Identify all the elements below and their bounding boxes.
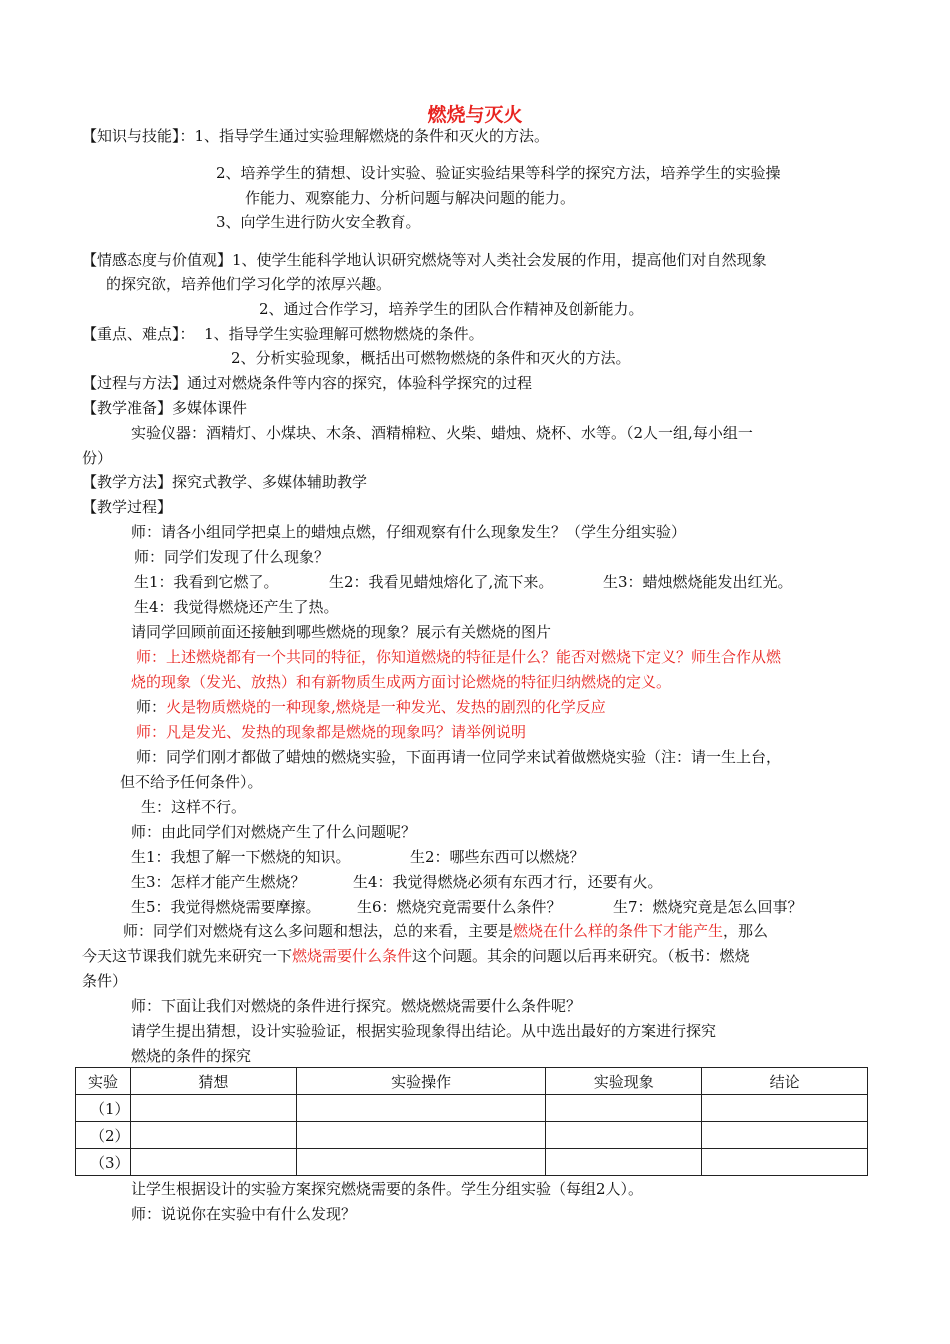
dialogue-line-emphasis: 烧的现象（发光、放热）和有新物质生成两方面讨论燃烧的特征归纳燃烧的定义。 (131, 673, 672, 691)
table-cell (702, 1095, 868, 1122)
prep-label: 【教学准备】 (82, 399, 173, 417)
key-point-1: 1、指导学生实验理解可燃物燃烧的条件。 (204, 325, 484, 343)
table-row (76, 1149, 868, 1176)
dialogue-line (82, 946, 750, 966)
table-header-cell: 实验 (76, 1068, 131, 1095)
table-row (76, 1122, 868, 1149)
table-cell (296, 1122, 546, 1149)
dialogue-line: 但不给予任何条件）。 (120, 773, 263, 791)
dialogue-line: 请同学回顾前面还接触到哪些燃烧的现象？展示有关燃烧的图片 (131, 623, 552, 641)
dialogue-line: 请学生提出猜想，设计实验验证，根据实验现象得出结论。从中选出最好的方案进行探究 (131, 1022, 717, 1040)
dialogue-line: 生5：我觉得燃烧需要摩擦。 (131, 898, 321, 916)
method-section (82, 472, 367, 492)
dialogue-line: 条件） (82, 972, 128, 990)
dialogue-line: 师：同学们发现了什么现象？ (134, 548, 330, 566)
after-line: 师：说说你在实验中有什么发现？ (131, 1205, 357, 1223)
dialogue-line (136, 697, 606, 717)
method-label: 【教学方法】 (82, 473, 173, 491)
table-cell (130, 1095, 296, 1122)
equipment-line: 实验仪器：酒精灯、小煤块、木条、酒精棉粒、火柴、蜡烛、烧杯、水等。（2人一组,每小组一 (131, 424, 753, 442)
dialogue-line: 生7：燃烧究竟是怎么回事？ (613, 898, 803, 916)
experiment-table (75, 1067, 868, 1176)
dialogue-line: 生1：我想了解一下燃烧的知识。 (131, 848, 351, 866)
equipment-line-cont: 份） (82, 449, 113, 467)
dialogue-text: ，那么 (723, 922, 769, 940)
table-cell: （3） (76, 1149, 131, 1176)
table-cell (702, 1122, 868, 1149)
dialogue-line-emphasis: 师：上述燃烧都有一个共同的特征，你知道燃烧的特征是什么？能否对燃烧下定义？师生合作从燃 (136, 648, 782, 666)
process-text: 通过对燃烧条件等内容的探究，体验科学探究的过程 (187, 374, 533, 392)
emotion-section (82, 250, 767, 270)
dialogue-line: 生4：我觉得燃烧还产生了热。 (134, 598, 339, 616)
table-cell (702, 1149, 868, 1176)
knowledge-item-3: 3、向学生进行防火安全教育。 (216, 213, 421, 231)
table-caption: 燃烧的条件的探究 (131, 1047, 252, 1065)
method-text: 探究式教学、多媒体辅助教学 (172, 473, 368, 491)
table-header-row (76, 1068, 868, 1095)
dialogue-line: 生3：怎样才能产生燃烧？ (131, 873, 306, 891)
dialogue-text: 师：同学们对燃烧有这么多问题和想法，总的来看，主要是 (123, 922, 514, 940)
dialogue-text: 今天这节课我们就先来研究一下 (82, 947, 293, 965)
key-point-2: 2、分析实验现象，概括出可燃物燃烧的条件和灭火的方法。 (231, 349, 631, 367)
table-header-cell: 实验现象 (546, 1068, 702, 1095)
dialogue-text: 这个问题。其余的问题以后再来研究。（板书：燃烧 (412, 947, 750, 965)
dialogue-line: 生2：我看见蜡烛熔化了,流下来。 (329, 573, 554, 591)
knowledge-section (82, 126, 549, 146)
table-cell (296, 1149, 546, 1176)
table-header-cell: 猜想 (130, 1068, 296, 1095)
process-section (82, 373, 532, 393)
table-cell (546, 1095, 702, 1122)
after-line: 让学生根据设计的实验方案探究燃烧需要的条件。学生分组实验（每组2人）。 (131, 1180, 644, 1198)
procedure-label: 【教学过程】 (82, 498, 173, 516)
knowledge-item-2: 2、培养学生的猜想、设计实验、验证实验结果等科学的探究方法，培养学生的实验操 (216, 164, 781, 182)
dialogue-line: 师：由此同学们对燃烧产生了什么问题呢？ (131, 823, 417, 841)
process-label: 【过程与方法】 (82, 374, 188, 392)
dialogue-text-emphasis: 燃烧在什么样的条件下才能产生 (513, 922, 724, 940)
page-title: 燃烧与灭火 (427, 104, 523, 126)
prep-section (82, 398, 247, 418)
dialogue-line: 生1：我看到它燃了。 (134, 573, 279, 591)
dialogue-line: 生3：蜡烛燃烧能发出红光。 (603, 573, 793, 591)
knowledge-label: 【知识与技能】： (82, 127, 195, 145)
table-cell (296, 1095, 546, 1122)
table-cell (546, 1122, 702, 1149)
dialogue-line: 生：这样不行。 (141, 798, 247, 816)
knowledge-item-1: 1、指导学生通过实验理解燃烧的条件和灭火的方法。 (194, 127, 550, 145)
table-cell (130, 1122, 296, 1149)
dialogue-line: 生2：哪些东西可以燃烧？ (410, 848, 585, 866)
knowledge-item-2-cont: 作能力、观察能力、分析问题与解决问题的能力。 (245, 189, 576, 207)
emotion-item-2: 2、通过合作学习，培养学生的团队合作精神及创新能力。 (259, 300, 644, 318)
prep-text: 多媒体课件 (172, 399, 248, 417)
dialogue-line: 师：下面让我们对燃烧的条件进行探究。燃烧燃烧需要什么条件呢？ (131, 997, 582, 1015)
table-cell (546, 1149, 702, 1176)
dialogue-line: 师：同学们刚才都做了蜡烛的燃烧实验，下面再请一位同学来试着做燃烧实验（注：请一生上台， (136, 748, 782, 766)
table-header-cell: 实验操作 (296, 1068, 546, 1095)
table-cell: （1） (76, 1095, 131, 1122)
emotion-label: 【情感态度与价值观】 (82, 251, 233, 269)
dialogue-line-emphasis: 师：凡是发光、发热的现象都是燃烧的现象吗？请举例说明 (136, 723, 527, 741)
key-points-label: 【重点、难点】： (82, 325, 195, 343)
table-header-cell: 结论 (702, 1068, 868, 1095)
table-row (76, 1095, 868, 1122)
dialogue-line: 生4：我觉得燃烧必须有东西才行，还要有火。 (353, 873, 663, 891)
dialogue-line: 师：请各小组同学把桌上的蜡烛点燃，仔细观察有什么现象发生？（学生分组实验） (131, 523, 687, 541)
key-points-section (82, 324, 484, 344)
dialogue-line (123, 921, 768, 941)
dialogue-line (136, 647, 781, 667)
table-cell (130, 1149, 296, 1176)
dialogue-line-emphasis: 火是物质燃烧的一种现象,燃烧是一种发光、发热的剧烈的化学反应 (166, 698, 606, 716)
dialogue-text-emphasis: 燃烧需要什么条件 (292, 947, 413, 965)
emotion-item-1: 1、使学生能科学地认识研究燃烧等对人类社会发展的作用，提高他们对自然现象 (232, 251, 767, 269)
speaker-label: 师： (136, 698, 167, 716)
emotion-item-1-cont: 的探究欲，培养他们学习化学的浓厚兴趣。 (106, 275, 392, 293)
dialogue-line: 生6：燃烧究竟需要什么条件？ (357, 898, 562, 916)
table-cell: （2） (76, 1122, 131, 1149)
